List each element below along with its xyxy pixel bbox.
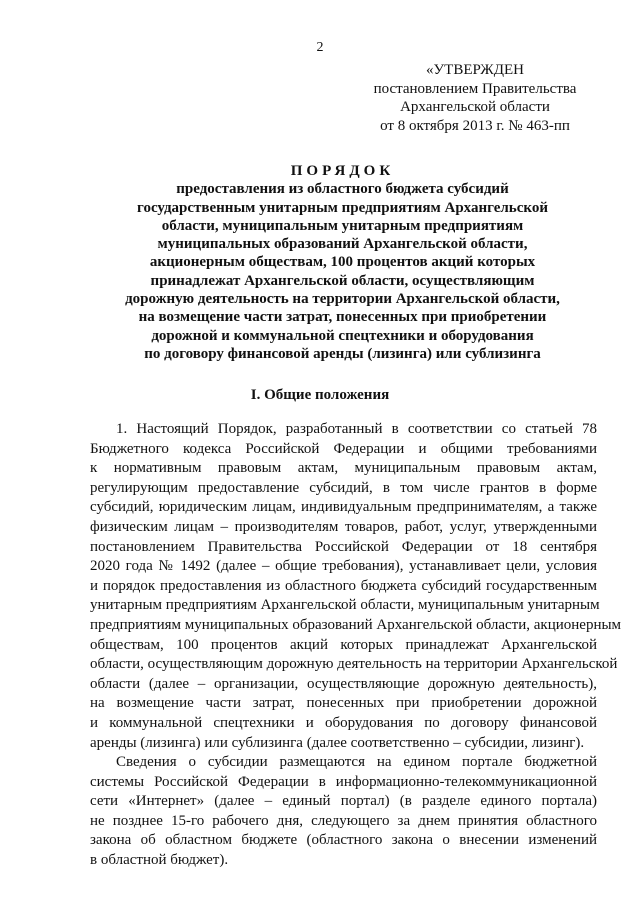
text-line: в областной бюджет). bbox=[90, 852, 229, 869]
text-line: регулирующим предоставление субсидий, в том числе грантов в форме bbox=[90, 479, 597, 496]
title-line: по договору финансовой аренды (лизинга) или сублизинга bbox=[144, 345, 541, 362]
document-title bbox=[90, 162, 595, 363]
text-line: физическим лицам – производителям товаров, работ, услуг, утвержденными bbox=[90, 518, 597, 535]
title-line: дорожную деятельность на территории Архангельской области, bbox=[125, 291, 560, 308]
page-number: 2 bbox=[316, 40, 324, 55]
text-line: не позднее 15-го рабочего дня, следующего за днем принятия областного bbox=[90, 812, 597, 829]
approval-line: «УТВЕРЖДЕН bbox=[426, 62, 524, 78]
title-line: акционерным обществам, 100 процентов акций которых bbox=[149, 254, 536, 271]
paragraph-2 bbox=[90, 753, 597, 871]
text-line: области, осуществляющим дорожную деятельность на территории Архангельской bbox=[90, 656, 618, 673]
title-line: принадлежат Архангельской области, осуществляющим bbox=[150, 272, 535, 289]
approval-stamp bbox=[345, 61, 605, 135]
text-line: 1. Настоящий Порядок, разработанный в соответствии со статьей 78 bbox=[116, 421, 597, 437]
text-line: к нормативным правовым актам, муниципальным правовым актам, bbox=[90, 460, 597, 477]
body-text bbox=[90, 420, 622, 871]
text-line: и коммунальной спецтехники и оборудования по договору финансовой bbox=[90, 714, 597, 731]
text-line: обществам, 100 процентов акций которых принадлежат Архангельской bbox=[90, 636, 597, 653]
approval-line: от 8 октября 2013 г. № 463-пп bbox=[380, 117, 570, 134]
text-line: сети «Интернет» (далее – единый портал) (в разделе единого портала) bbox=[90, 793, 597, 810]
title-heading: ПОРЯДОК bbox=[290, 163, 395, 179]
approval-line: постановлением Правительства bbox=[373, 80, 577, 97]
section-heading: I. Общие положения bbox=[250, 387, 390, 403]
text-line: на возмещение части затрат, понесенных при приобретении дорожной bbox=[90, 695, 597, 712]
approval-line: Архангельской области bbox=[400, 99, 550, 115]
text-line: аренды (лизинга) или сублизинга (далее соответственно – субсидии, лизинг). bbox=[90, 734, 585, 751]
title-line: государственным унитарным предприятиям Архангельской bbox=[137, 199, 548, 216]
text-line: постановлением Правительства Российской Федерации от 18 сентября bbox=[90, 538, 597, 555]
text-line: унитарным предприятиям Архангельской области, муниципальным унитарным bbox=[90, 597, 600, 614]
text-line: предприятиям муниципальных образований Архангельской области, акционерным bbox=[90, 616, 622, 633]
text-line: закона об областном бюджете (областного закона о внесении изменений bbox=[90, 832, 597, 849]
title-line: дорожной и коммунальной спецтехники и оборудования bbox=[151, 327, 534, 344]
text-line: 2020 года № 1492 (далее – общие требования), устанавливает цели, условия bbox=[90, 558, 597, 575]
text-line: субсидий, юридическим лицам, индивидуальным предпринимателям, а также bbox=[90, 499, 597, 516]
text-line: системы Российской Федерации в информационно-телекоммуникационной bbox=[90, 773, 597, 790]
title-line: на возмещение части затрат, понесенных при приобретении bbox=[138, 309, 547, 326]
text-line: и порядок предоставления из областного бюджета субсидий государственным bbox=[90, 577, 597, 594]
text-line: Бюджетного кодекса Российской Федерации и общими требованиями bbox=[90, 440, 597, 457]
title-line: муниципальных образований Архангельской области, bbox=[157, 236, 528, 253]
title-line: предоставления из областного бюджета субсидий bbox=[176, 181, 509, 198]
title-line: области, муниципальным унитарным предприятиям bbox=[161, 217, 524, 234]
text-line: области (далее – организации, осуществляющие дорожную деятельность), bbox=[90, 675, 597, 692]
text-line: Сведения о субсидии размещаются на едином портале бюджетной bbox=[116, 754, 597, 771]
paragraph-1 bbox=[90, 420, 622, 753]
